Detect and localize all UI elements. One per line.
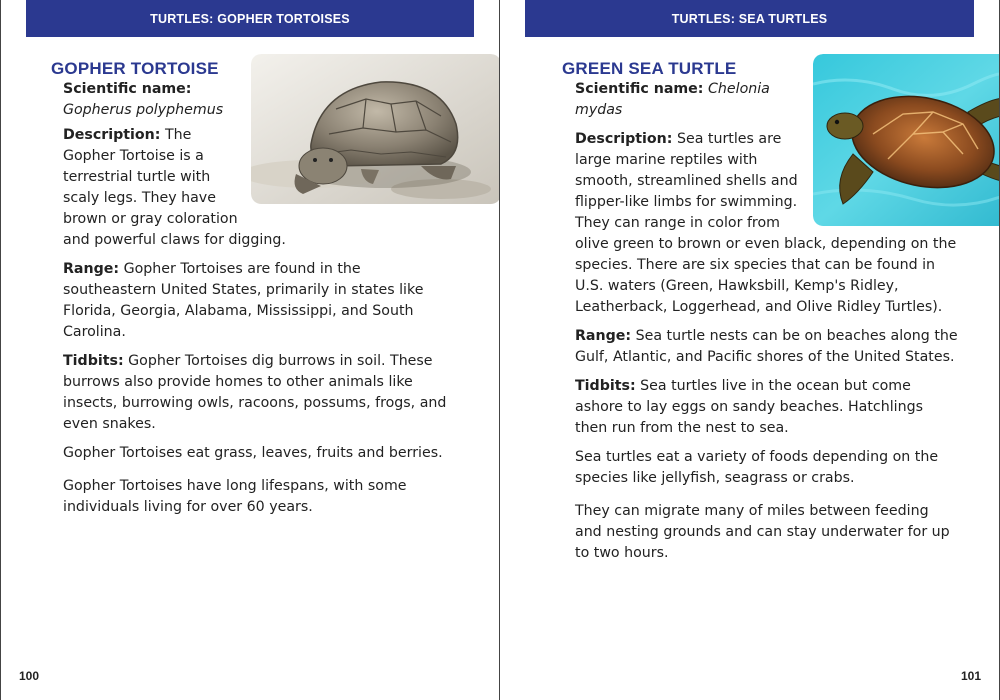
right-tidbits-label: Tidbits: [575, 378, 636, 394]
left-page-number: 100 [19, 669, 40, 683]
left-tidbits-label: Tidbits: [63, 353, 124, 369]
left-tidbits-para [63, 351, 447, 435]
left-tidbits-text: Gopher Tortoises dig burrows in soil. These burrows also provide homes to other animals like insects, burrowing owls, racoons, possums, frogs, and even snakes. [63, 353, 447, 432]
left-range-label: Range: [63, 261, 120, 277]
right-range-para [575, 326, 959, 368]
left-page-title: GOPHER TORTOISE [51, 59, 219, 78]
left-page-body [63, 79, 447, 526]
gopher-tortoise-photo [251, 54, 500, 204]
right-page [500, 0, 1000, 700]
right-range-text: Sea turtle nests can be on beaches along the Gulf, Atlantic, and Pacific shores of the United States. [575, 328, 958, 365]
left-description-text: The Gopher Tortoise is a terrestrial turtle with scaly legs. They have brown or gray coloration and powerful claws for digging. [63, 127, 286, 248]
right-tidbits-text: Sea turtles live in the ocean but come ashore to lay eggs on sandy beaches. Hatchlings then run from the nest to sea. [575, 378, 923, 436]
left-scientific-label: Scientific name: [63, 81, 192, 97]
left-scientific-name: Gopherus polyphemus [63, 102, 224, 118]
right-description-text: Sea turtles are large marine reptiles with smooth, streamlined shells and flipper-like limbs for swimming. They can range in color from olive green to brown or even black, depending on the species. There are six species that can be found in U.S. waters (Green, Hawksbill, Kemp's Ridley, Leatherback, Loggerhead, and Olive Ridley Turtles). [575, 131, 957, 315]
right-migration-para: They can migrate many of miles between feeding and nesting grounds and can stay underwater for up to two hours. [575, 503, 950, 561]
left-page-header: TURTLES: GOPHER TORTOISES [26, 0, 474, 37]
right-page-number: 101 [960, 669, 981, 683]
left-range-para [63, 259, 447, 343]
right-diet-para: Sea turtles eat a variety of foods depending on the species like jellyfish, seagrass or crabs. [575, 449, 939, 486]
left-range-text: Gopher Tortoises are found in the southeastern United States, primarily in states like Florida, Georgia, Alabama, Mississippi, and South Carolina. [63, 261, 424, 340]
right-scientific-name: Chelonia mydas [575, 81, 770, 118]
right-scientific-label: Scientific name: [575, 81, 704, 97]
left-diet-para: Gopher Tortoises eat grass, leaves, fruits and berries. [63, 445, 443, 461]
right-page-body [575, 79, 959, 572]
right-page-header: TURTLES: SEA TURTLES [525, 0, 974, 37]
green-sea-turtle-photo [813, 54, 1000, 226]
right-tidbits-para [575, 376, 959, 439]
right-description-label: Description: [575, 131, 673, 147]
left-description-label: Description: [63, 127, 161, 143]
right-page-title: GREEN SEA TURTLE [562, 59, 737, 78]
left-lifespan-para: Gopher Tortoises have long lifespans, with some individuals living for over 60 years. [63, 478, 407, 515]
right-range-label: Range: [575, 328, 632, 344]
